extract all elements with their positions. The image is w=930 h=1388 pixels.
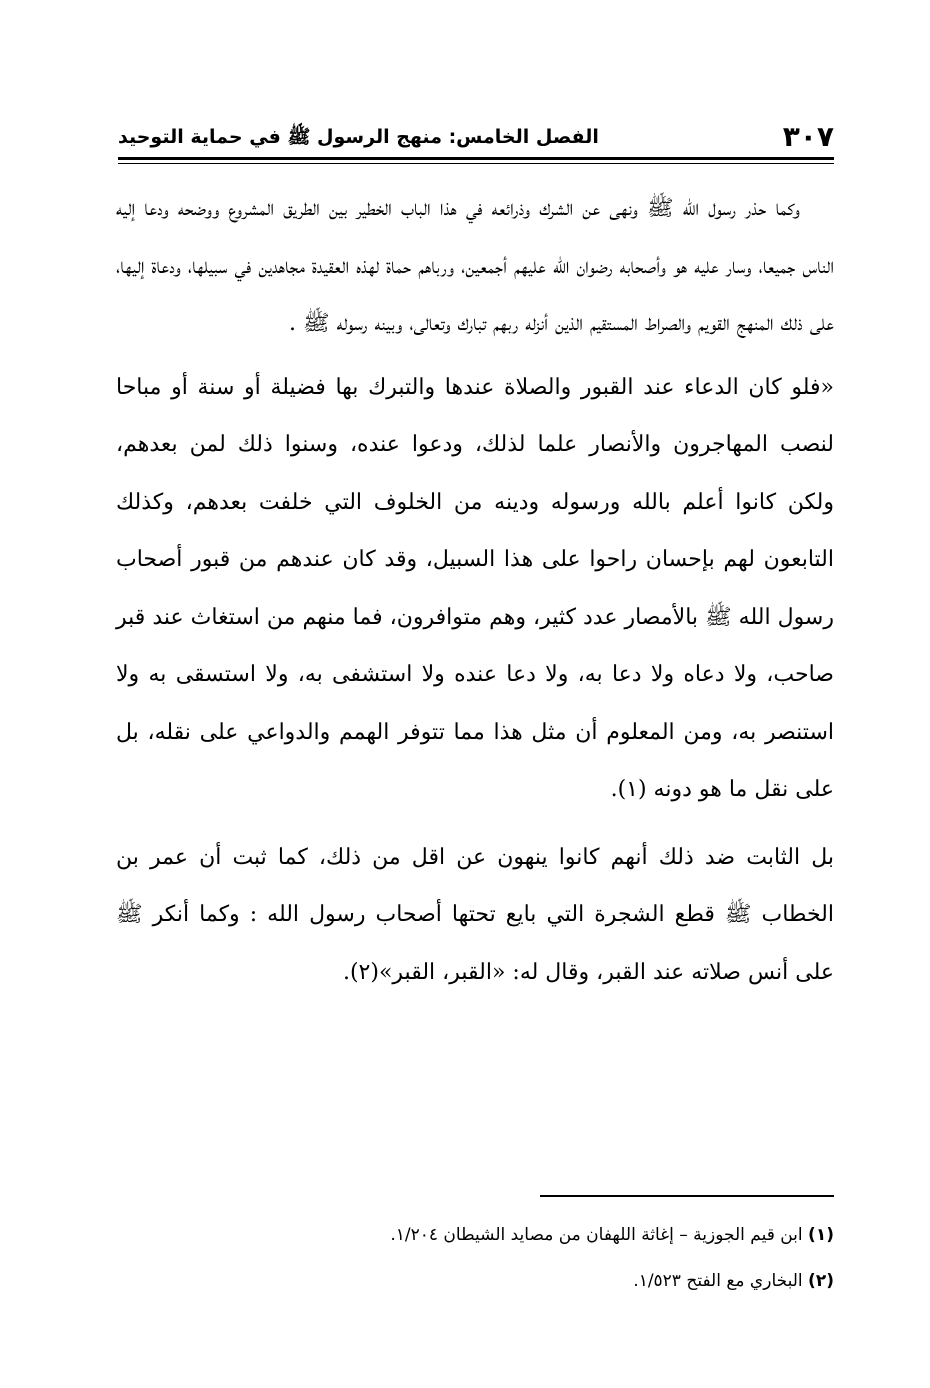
page-number: ٣٠٧ xyxy=(782,120,834,153)
body-text xyxy=(116,180,834,1001)
footnote-separator xyxy=(540,1195,834,1197)
paragraph-1: وكما حذر رسول الله ﷺ ونهى عن الشرك وذرائعه في هذا الباب الخطير بين الطريق المشروع ووضحه ودعا إليه الناس جميعا، وسار عليه هو وأصحابه رضوان الله عليهم أجمعين، ورباهم حماة لهذه العقيدة مجاهدين في سبيلها، ودعاة إليها، على ذلك المنهج القويم والصراط المستقيم الذين أنزله ربهم تبارك وتعالى، وبينه رسوله ﷺ . xyxy=(116,196,835,336)
paragraph-2: «فلو كان الدعاء عند القبور والصلاة عندها والتبرك بها فضيلة أو سنة أو مباحا لنصب المهاجرون والأنصار علما لذلك، ودعوا عنده، وسنوا ذلك لمن بعدهم، ولكن كانوا أعلم بالله ورسوله ودينه من الخلوف التي خلفت بعدهم، وكذلك التابعون لهم بإحسان راحوا على هذا السبيل، وقد كان عندهم من قبور أصحاب رسول الله ﷺ بالأمصار عدد كثير، وهم متوافرون، فما منهم من استغاث عند قبر صاحب، ولا دعاه ولا دعا به، ولا دعا عنده ولا استشفى به، ولا استسقى به ولا استنصر به، ومن المعلوم أن مثل هذا مما تتوفر الهمم والدواعي على نقله، بل على نقل ما هو دونه (١). xyxy=(116,374,834,802)
footnotes xyxy=(118,1212,834,1304)
footnote-2 xyxy=(118,1258,834,1304)
running-title: الفصل الخامس: منهج الرسول ﷺ في حماية التوحيد xyxy=(118,126,599,148)
header-rule-thick xyxy=(118,157,834,160)
paragraph-3: بل الثابت ضد ذلك أنهم كانوا ينهون عن اقل من ذلك، كما ثبت أن عمر بن الخطاب ﷺ قطع الشجرة التي بايع تحتها أصحاب رسول الله : وكما أنكر ﷺ على أنس صلاته عند القبر، وقال له: «القبر، القبر»(٢). xyxy=(116,844,834,985)
footnote-number: (١) xyxy=(808,1225,834,1245)
header-rule-thin xyxy=(118,163,834,164)
footnote-1 xyxy=(118,1212,834,1258)
footnote-text: ابن قيم الجوزية – إغاثة اللهفان من مصايد الشيطان ١/٢٠٤. xyxy=(390,1225,803,1245)
footnote-number: (٢) xyxy=(808,1271,834,1291)
footnote-text: البخاري مع الفتح ١/٥٢٣. xyxy=(633,1271,803,1291)
page-header xyxy=(118,120,834,154)
